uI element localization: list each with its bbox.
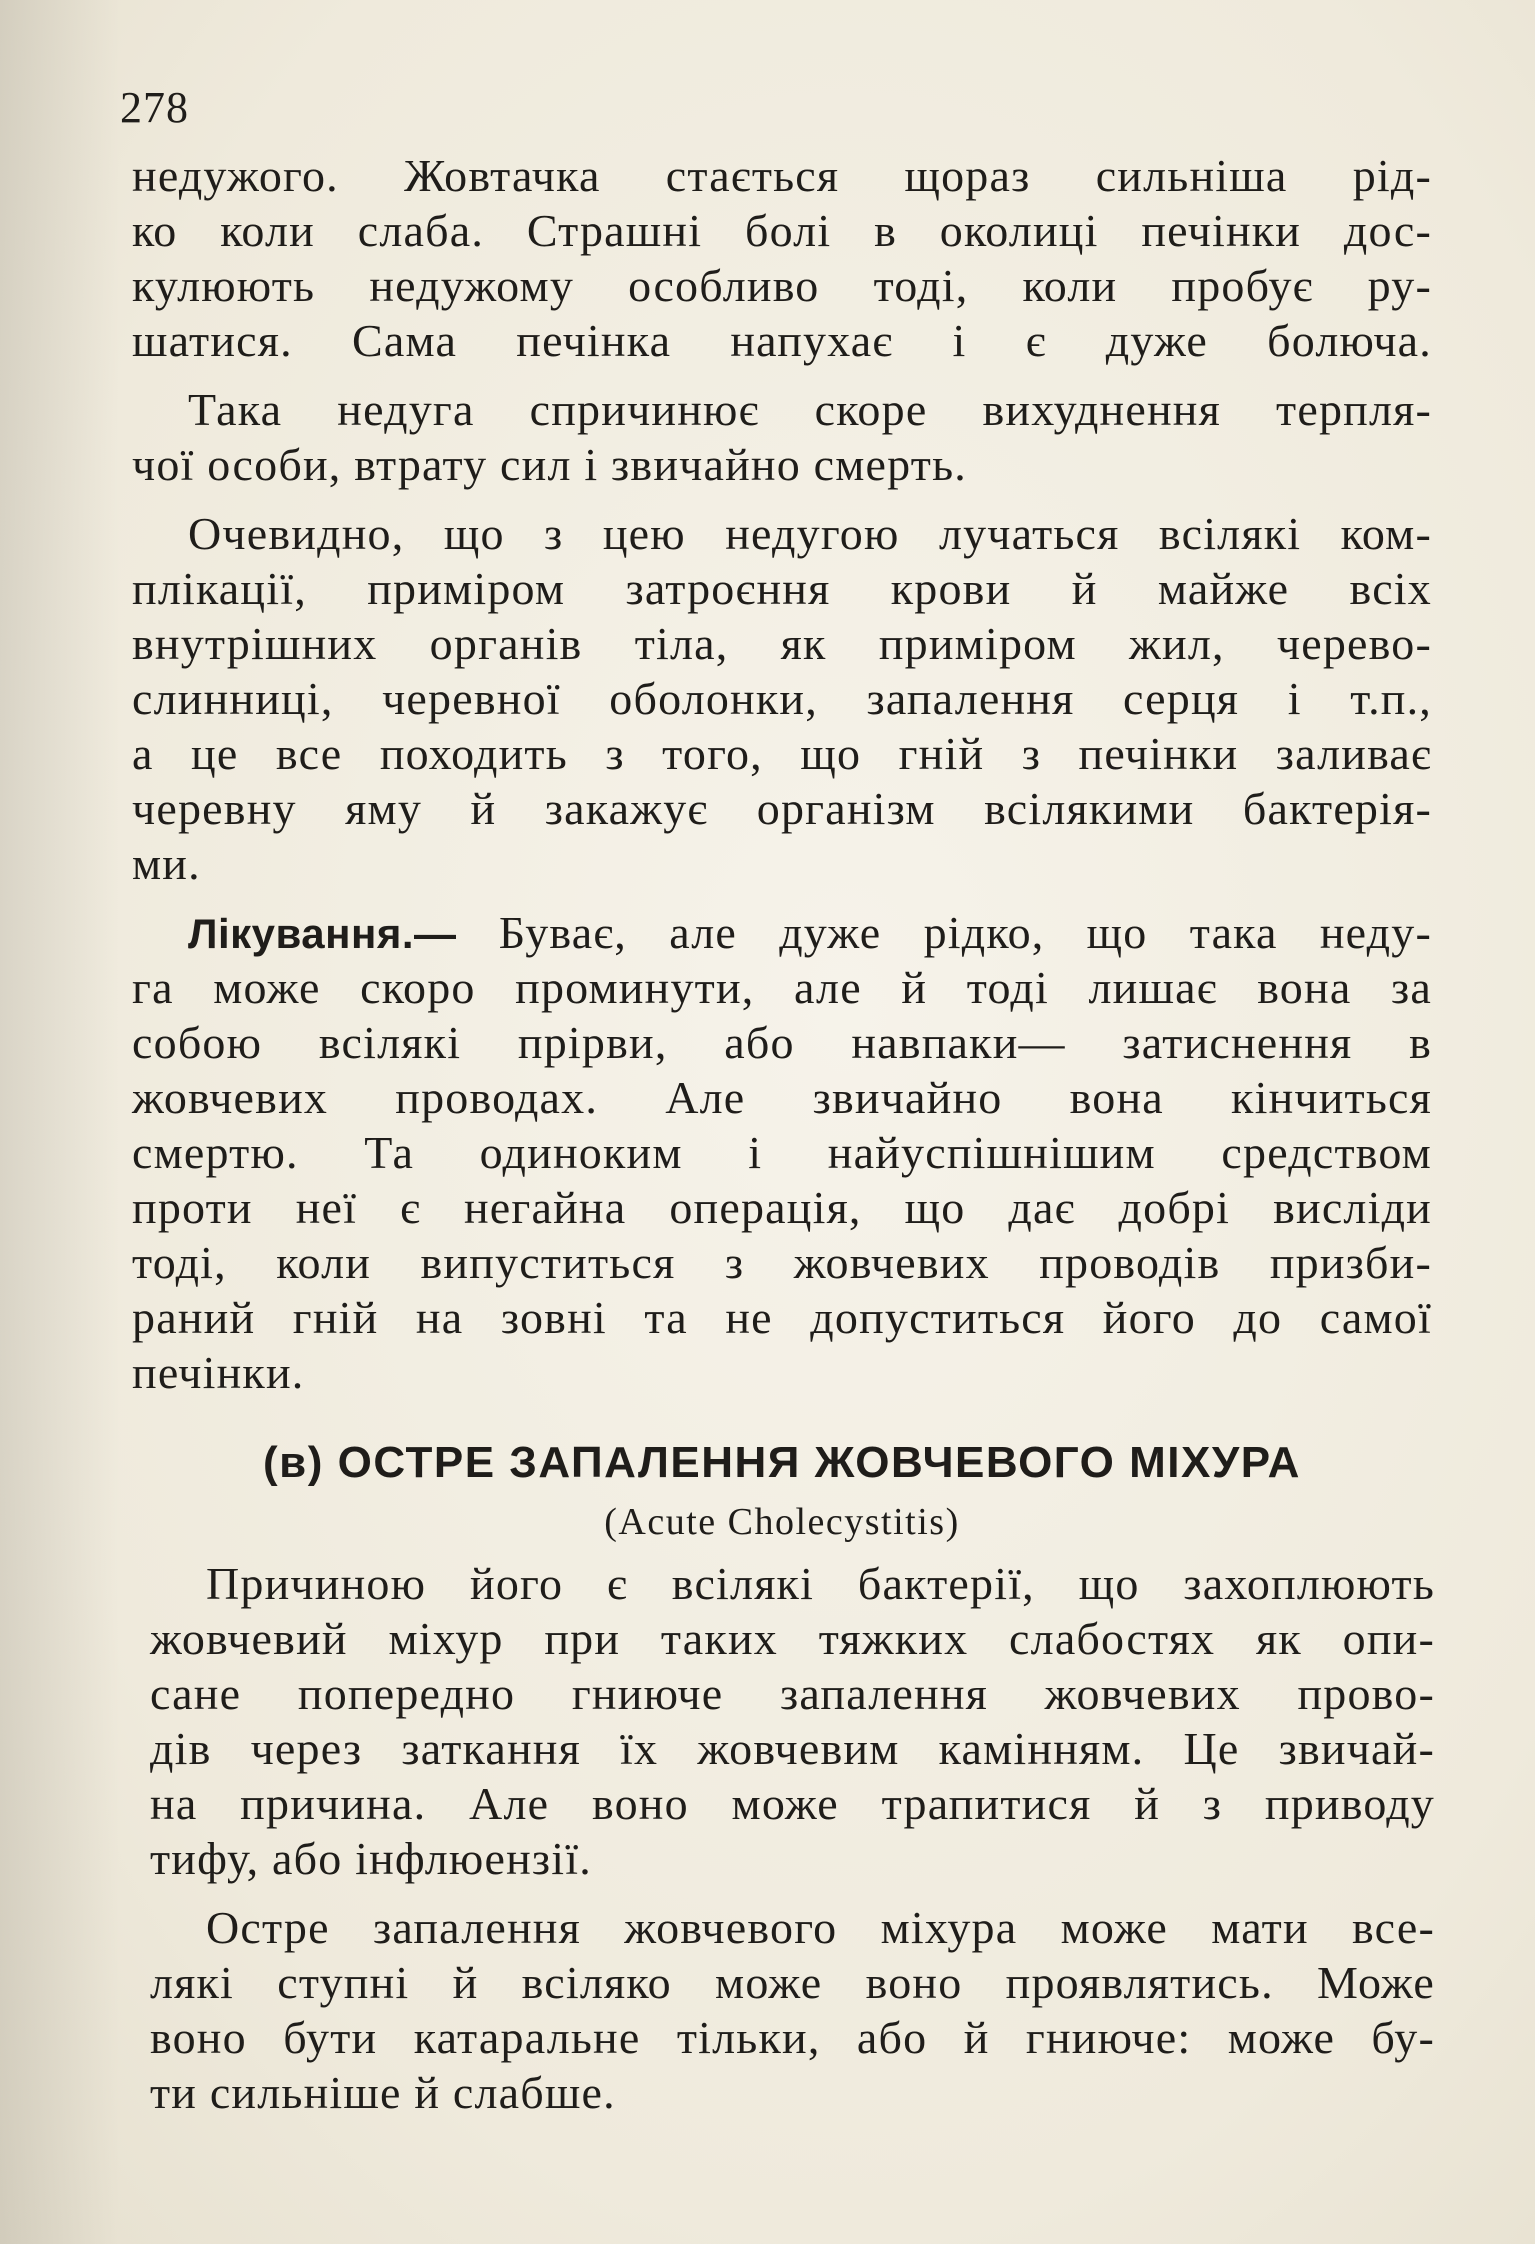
treatment-first-line — [132, 905, 1432, 960]
text-line: печінки. — [132, 1347, 305, 1398]
treatment-first-line-text: Буває, але дуже рідко, що така неду- — [498, 907, 1432, 958]
section-heading: (в) ОСТРЕ ЗАПАЛЕННЯ ЖОВЧЕВОГО МІХУРА — [263, 1438, 1301, 1487]
text-line: Така недуга спричинює скоре вихуднення терпля- — [188, 384, 1432, 435]
body-text-top — [132, 148, 1432, 1400]
text-line: а це все походить з того, що гній з печінки заливає — [132, 728, 1432, 779]
text-line: проти неї є негайна операція, що дає добрі висліди — [132, 1182, 1432, 1233]
text-line: кулюють недужому особливо тоді, коли пробує ру- — [132, 260, 1432, 311]
text-line: собою всілякі прірви, або навпаки— затиснення в — [132, 1017, 1432, 1068]
text-line: Остре запалення жовчевого міхура може мати все- — [206, 1902, 1435, 1953]
text-line: слинниці, черевної оболонки, запалення серця і т.п., — [132, 673, 1432, 724]
text-line: воно бути катаральне тільки, або й гниюче: може бу- — [150, 2012, 1435, 2063]
text-line: дів через заткання їх жовчевим камінням. Це звичай- — [150, 1723, 1435, 1774]
treatment-label: Лікування.— — [188, 910, 457, 957]
text-line: шатися. Сама печінка напухає і є дуже болюча. — [132, 315, 1432, 366]
text-line: Очевидно, що з цею недугою лучаться всілякі ком- — [188, 508, 1432, 559]
text-line: раний гній на зовні та не допуститься його до самої — [132, 1292, 1432, 1343]
text-line: чої особи, втрату сил і звичайно смерть. — [132, 439, 967, 490]
text-line: ко коли слаба. Страшні болі в околиці печінки дос- — [132, 205, 1432, 256]
text-line: жовчевий міхур при таких тяжких слабостях як опи- — [150, 1613, 1435, 1664]
text-line: Причиною його є всілякі бактерії, що захоплюють — [206, 1558, 1435, 1609]
text-line: жовчевих проводах. Але звичайно вона кінчиться — [132, 1072, 1432, 1123]
text-line: черевну яму й закажує організм всілякими бактерія- — [132, 783, 1432, 834]
text-line: лякі ступні й всіляко може воно проявлятись. Може — [150, 1957, 1435, 2008]
text-line: га може скоро проминути, але й тоді лишає вона за — [132, 962, 1432, 1013]
text-line: ми. — [132, 838, 201, 889]
text-line: тифу, або інфлюензії. — [150, 1833, 592, 1884]
text-line: плікації, приміром затроєння крови й майже всіх — [132, 563, 1432, 614]
text-line: внутрішних органів тіла, як приміром жил, черево- — [132, 618, 1432, 669]
text-line: на причина. Але воно може трапитися й з приводу — [150, 1778, 1435, 1829]
page-binding-shadow — [0, 0, 120, 2244]
text-line: сане попередно гниюче запалення жовчевих прово- — [150, 1668, 1435, 1719]
text-line: тоді, коли випуститься з жовчевих проводів призби- — [132, 1237, 1432, 1288]
text-line: недужого. Жовтачка стається щораз сильніша рід- — [132, 150, 1432, 201]
page-number: 278 — [120, 83, 189, 132]
body-text-bottom — [150, 1556, 1435, 2120]
text-line: ти сильніше й слабше. — [150, 2067, 616, 2118]
section-subheading: (Acute Cholecystitis) — [604, 1501, 960, 1543]
text-line: смертю. Та одиноким і найуспішнішим средством — [132, 1127, 1432, 1178]
